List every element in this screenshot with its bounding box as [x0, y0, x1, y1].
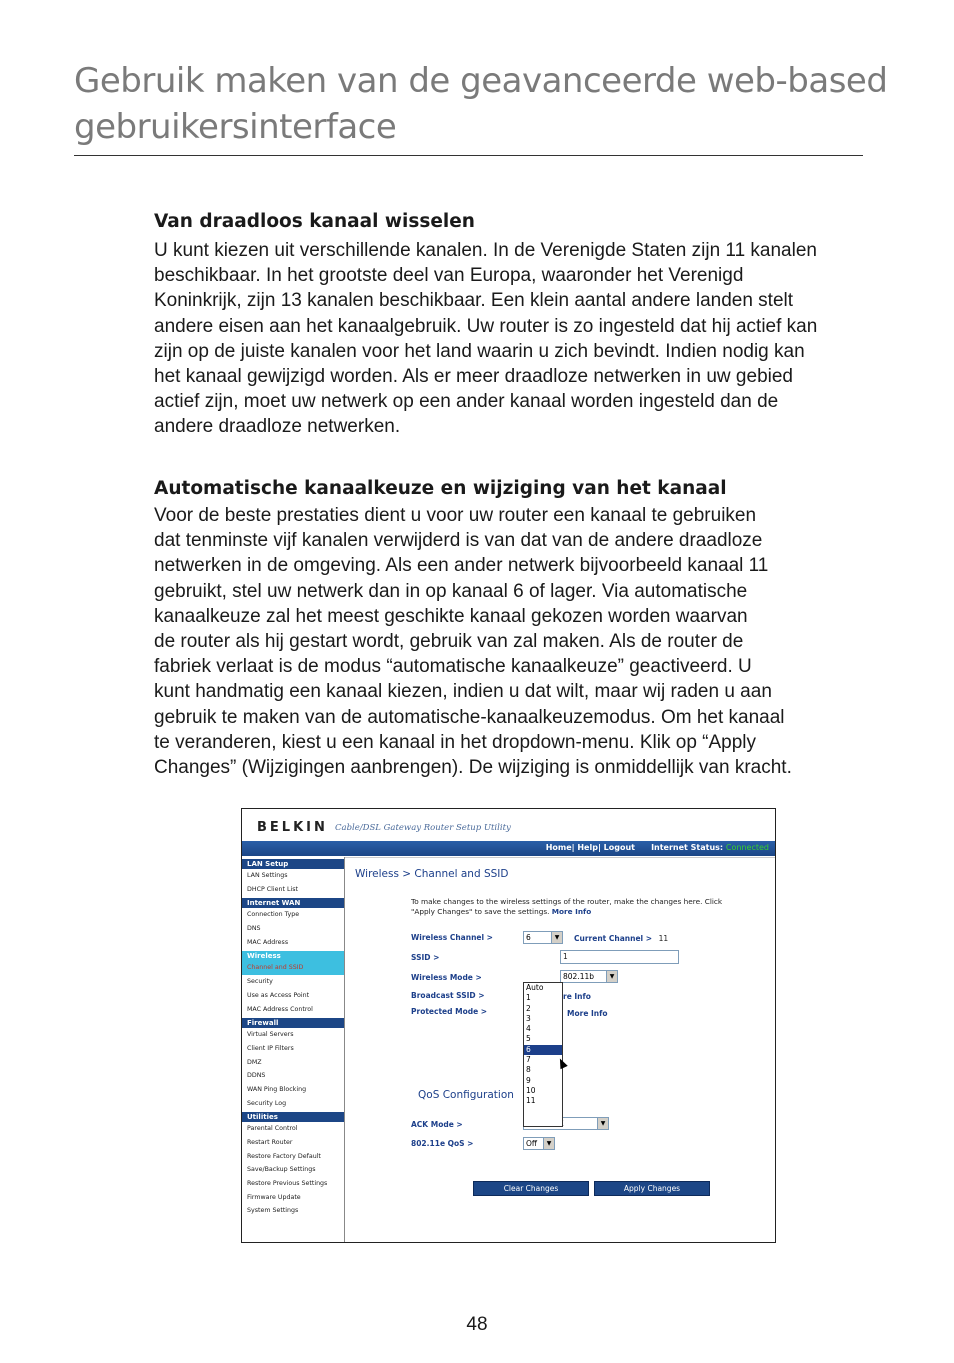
- channel-option[interactable]: 8: [526, 1065, 531, 1075]
- ssid-input[interactable]: 1: [560, 950, 679, 964]
- channel-option[interactable]: 3: [526, 1013, 531, 1023]
- paragraph-line: te veranderen, kiest u een kanaal in het dropdown-menu. Klik op “Apply: [154, 731, 757, 753]
- paragraph-line: dat tenminste vijf kanalen verwijderd is van dat van de andere draadloze: [154, 530, 763, 552]
- sidebar-section-utilities[interactable]: Utilities: [242, 1112, 344, 1122]
- router-content: [345, 857, 775, 1242]
- sidebar-item-use-as-access-point[interactable]: Use as Access Point: [247, 991, 310, 999]
- status-value: Connected: [725, 843, 769, 852]
- sidebar-item-ddns[interactable]: DDNS: [247, 1072, 266, 1080]
- paragraph-line: kunt handmatig een kanaal kiezen, indien u dat wilt, maar wij raden u aan: [154, 681, 772, 703]
- sidebar-item-dmz[interactable]: DMZ: [247, 1058, 262, 1066]
- paragraph-line: zijn op de juiste kanalen voor het land waarin u zich bevindt. Indien nodig kan: [154, 340, 805, 362]
- channel-option[interactable]: 10: [526, 1085, 536, 1095]
- paragraph-line: gebruik te maken van de automatische-kanaalkeuzemodus. Om het kanaal: [154, 706, 785, 728]
- protected-mode-label: Protected Mode >: [411, 1007, 488, 1016]
- page-title: [74, 58, 888, 150]
- intro-more-info-link[interactable]: More Info: [551, 907, 592, 916]
- page-number: 48: [466, 1314, 488, 1335]
- paragraph-line: kanaalkeuze zal het meest geschikte kanaal gekozen worden waarvan: [154, 605, 748, 627]
- sidebar-item-restart-router[interactable]: Restart Router: [247, 1139, 293, 1146]
- channel-option[interactable]: Auto: [526, 983, 544, 992]
- top-links[interactable]: Home| Help| Logout: [545, 843, 635, 852]
- router-header: [242, 809, 775, 858]
- sidebar-item-lan-settings[interactable]: LAN Settings: [247, 872, 288, 879]
- sidebar-item-restore-previous-settings[interactable]: Restore Previous Settings: [247, 1180, 328, 1188]
- sidebar-section-wireless[interactable]: Wireless: [242, 951, 344, 961]
- sidebar-item-virtual-servers[interactable]: Virtual Servers: [247, 1031, 294, 1039]
- section-heading-channel-switch: Van draadloos kanaal wisselen: [154, 211, 475, 232]
- channel-option[interactable]: 5: [526, 1034, 531, 1044]
- paragraph-line: andere draadloze netwerken.: [154, 416, 401, 438]
- current-channel: [574, 934, 668, 943]
- router-topbar: [242, 841, 775, 856]
- paragraph-line: netwerken in de omgeving. Als een ander netwerk bijvoorbeeld kanaal 11: [154, 555, 769, 577]
- channel-option[interactable]: 1: [526, 993, 531, 1003]
- wireless-mode-select[interactable]: [560, 970, 618, 983]
- wireless-channel-select[interactable]: [523, 931, 563, 944]
- sidebar-item-security[interactable]: Security: [247, 978, 273, 986]
- sidebar-item-dhcp-client-list[interactable]: DHCP Client List: [247, 885, 299, 893]
- section-paragraph-channel-switch: [154, 238, 866, 440]
- channel-option[interactable]: 4: [526, 1024, 531, 1034]
- chevron-down-icon: ▼: [551, 932, 562, 943]
- sidebar-section-lan-setup[interactable]: LAN Setup: [242, 859, 344, 869]
- status-label: Internet Status:: [651, 843, 724, 852]
- ssid-label: SSID >: [411, 953, 440, 962]
- current-channel-label: Current Channel >: [574, 934, 652, 943]
- sidebar-item-security-log[interactable]: Security Log: [247, 1099, 287, 1107]
- brand-subtitle: Cable/DSL Gateway Router Setup Utility: [335, 823, 511, 833]
- chevron-down-icon: ▼: [543, 1138, 554, 1149]
- chevron-down-icon: ▼: [606, 971, 617, 982]
- channel-option[interactable]: 11: [526, 1096, 536, 1106]
- paragraph-line: het kanaal gewijzigd worden. Als er meer draadloze netwerken in uw gebied: [154, 366, 793, 388]
- sidebar-item-mac-address-control[interactable]: MAC Address Control: [247, 1005, 313, 1013]
- paragraph-line: gebruikt, stel uw netwerk dan in op kanaal 6 of lager. Via automatische: [154, 580, 748, 602]
- broadcast-more-info-link[interactable]: re Info: [563, 992, 591, 1001]
- paragraph-line: actief zijn, moet uw netwerk op een ander kanaal worden ingesteld dan de: [154, 391, 779, 413]
- qos-configuration-heading: QoS Configuration: [418, 1089, 514, 1101]
- internet-status: [651, 843, 769, 852]
- wireless-mode-value: 802.11b: [563, 972, 595, 981]
- title-line-1: Gebruik maken van de geavanceerde web-based: [74, 61, 888, 101]
- intro-line: "Apply Changes" to save the settings.: [411, 907, 550, 916]
- sidebar-item-restore-factory-default[interactable]: Restore Factory Default: [247, 1152, 321, 1160]
- clear-changes-button[interactable]: Clear Changes: [473, 1181, 589, 1196]
- sidebar-item-channel-and-ssid[interactable]: Channel and SSID: [242, 961, 344, 975]
- sidebar-item-parental-control[interactable]: Parental Control: [247, 1125, 298, 1133]
- current-channel-value: 11: [658, 934, 669, 943]
- router-sidebar: [242, 857, 345, 1242]
- channel-option-selected[interactable]: 6: [524, 1045, 562, 1055]
- sidebar-item-connection-type[interactable]: Connection Type: [247, 911, 300, 919]
- sidebar-item-firmware-update[interactable]: Firmware Update: [247, 1193, 301, 1201]
- sidebar-item-dns[interactable]: DNS: [247, 925, 261, 933]
- title-line-2: gebruikersinterface: [74, 107, 397, 147]
- section-paragraph-auto-channel: [154, 503, 866, 780]
- breadcrumb: Wireless > Channel and SSID: [355, 868, 509, 880]
- qos-label: 802.11e QoS >: [411, 1139, 474, 1148]
- channel-dropdown-list: [523, 982, 563, 1127]
- paragraph-line: fabriek verlaat is de modus “automatische kanaalkeuze” geactiveerd. U: [154, 656, 752, 678]
- paragraph-line: Koninkrijk, zijn 13 kanalen beschikbaar. Een klein aantal andere landen stelt: [154, 290, 794, 312]
- router-screenshot: [241, 808, 776, 1243]
- section-heading-auto-channel: Automatische kanaalkeuze en wijziging van het kanaal: [154, 478, 727, 499]
- paragraph-line: U kunt kiezen uit verschillende kanalen. In de Verenigde Staten zijn 11 kanalen: [154, 240, 817, 261]
- sidebar-item-save-backup-settings[interactable]: Save/Backup Settings: [247, 1166, 316, 1174]
- qos-value: Off: [526, 1139, 538, 1148]
- sidebar-item-mac-address[interactable]: MAC Address: [247, 938, 289, 946]
- intro-line: To make changes to the wireless settings of the router, make the changes here. Click: [411, 897, 723, 906]
- paragraph-line: Voor de beste prestaties dient u voor uw router een kanaal te gebruiken: [154, 505, 757, 526]
- wireless-mode-label: Wireless Mode >: [411, 973, 482, 982]
- apply-changes-button[interactable]: Apply Changes: [594, 1181, 710, 1196]
- channel-option[interactable]: 9: [526, 1075, 531, 1085]
- sidebar-item-system-settings[interactable]: System Settings: [247, 1207, 299, 1215]
- paragraph-line: Changes” (Wijzigingen aanbrengen). De wijziging is onmiddellijk van kracht.: [154, 757, 792, 779]
- ack-mode-label: ACK Mode >: [411, 1120, 463, 1129]
- title-divider: [74, 155, 863, 156]
- sidebar-item-wan-ping-blocking[interactable]: WAN Ping Blocking: [247, 1085, 307, 1093]
- paragraph-line: de router als hij gestart wordt, gebruik van zal maken. Als de router de: [154, 631, 744, 653]
- chevron-down-icon: ▼: [597, 1118, 608, 1129]
- wireless-channel-label: Wireless Channel >: [411, 933, 493, 942]
- wireless-channel-value: 6: [526, 933, 531, 942]
- sidebar-item-client-ip-filters[interactable]: Client IP Filters: [247, 1044, 294, 1052]
- qos-select[interactable]: [523, 1137, 555, 1150]
- channel-option[interactable]: 2: [526, 1003, 531, 1013]
- sidebar-section-firewall[interactable]: Firewall: [242, 1018, 344, 1028]
- intro-text: [411, 897, 771, 917]
- paragraph-line: beschikbaar. In het grootste deel van Europa, waaronder het Verenigd: [154, 265, 744, 287]
- paragraph-line: andere eisen aan het kanaalgebruik. Uw router is zo ingesteld dat hij actief kan: [154, 315, 818, 337]
- sidebar-section-internet-wan[interactable]: Internet WAN: [242, 898, 344, 908]
- broadcast-ssid-label: Broadcast SSID >: [411, 991, 485, 1000]
- channel-option[interactable]: 7: [526, 1055, 531, 1065]
- belkin-logo: BELKIN: [257, 820, 328, 835]
- protected-more-info-link[interactable]: More Info: [567, 1009, 608, 1018]
